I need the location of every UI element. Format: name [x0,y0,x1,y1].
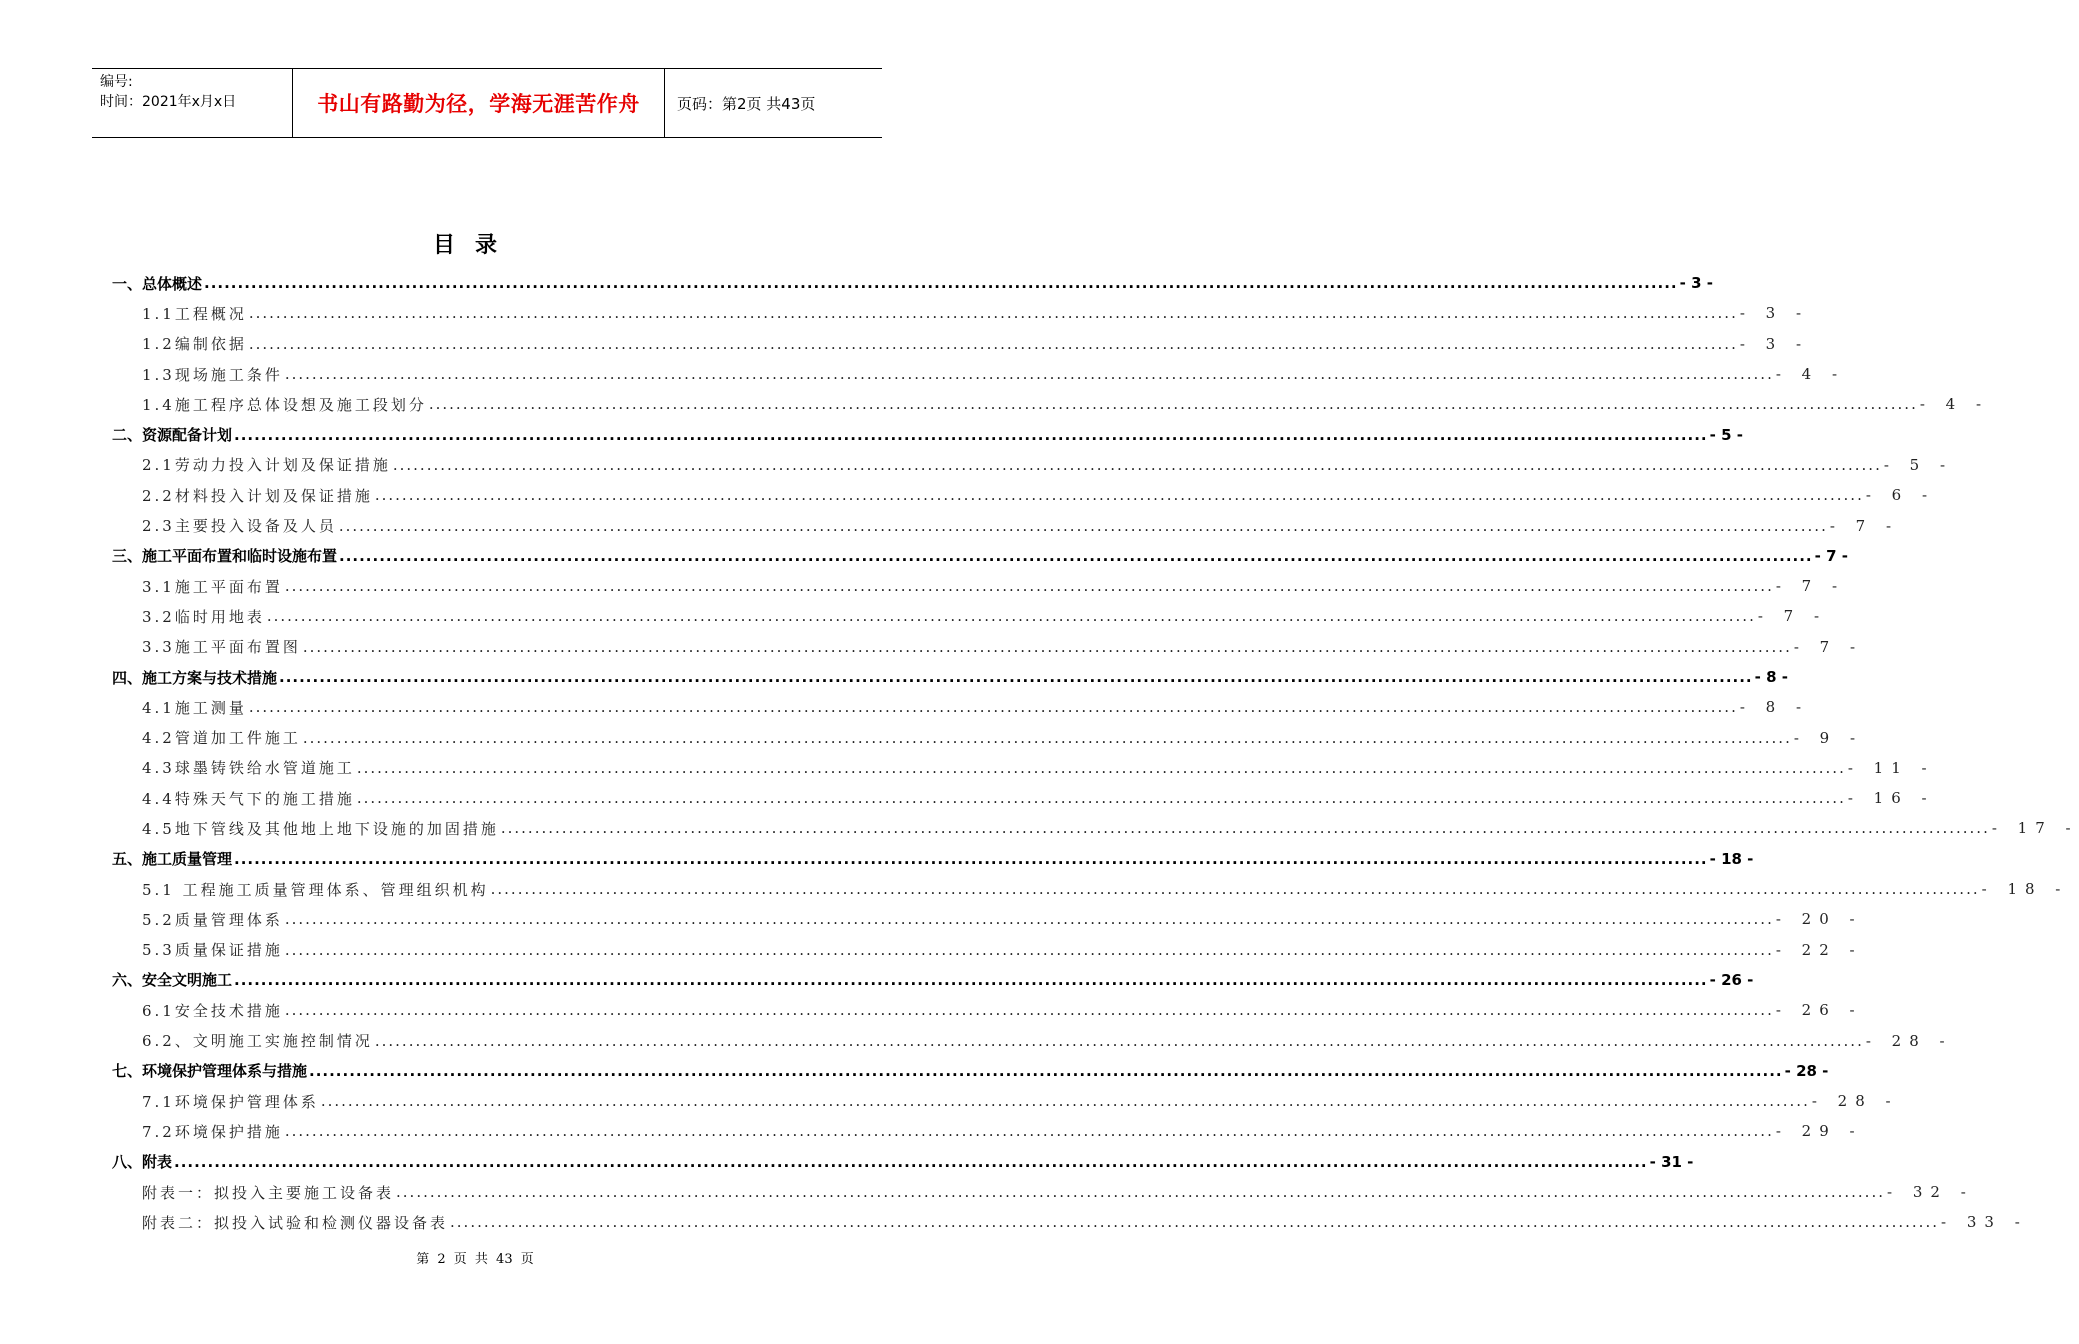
toc-dot-leader: ............................................................................................................................................................................................................................ [450,1213,1939,1232]
toc-dot-leader: ............................................................................................................................................................................................................................ [284,1001,1774,1020]
toc-section[interactable] [112,450,1954,480]
toc-chapter[interactable] [112,268,1713,298]
toc-page-number: - 22 - [1775,940,1863,959]
toc-dot-leader: ............................................................................................................................................................................................................................ [302,728,1792,747]
toc-entry-title: 4.1施工测量 [142,698,247,717]
toc-entry-title: 二、资源配备计划 [112,426,233,445]
toc-page-number: - 8 - [1754,668,1788,686]
toc-page-number: - 7 - [1775,577,1846,596]
toc-entry-title: 4.2管道加工件施工 [142,729,301,748]
toc-section[interactable] [112,480,1936,510]
toc-dot-leader: ............................................................................................................................................................................................................................ [284,365,1774,384]
toc-entry-title: 附表一：拟投入主要施工设备表 [142,1183,395,1202]
toc-dot-leader: ............................................................................................................................................................................................................................ [339,546,1813,565]
toc-entry-title: 7.1环境保护管理体系 [142,1092,319,1111]
toc-dot-leader: ............................................................................................................................................................................................................................ [279,668,1753,686]
toc-dot-leader: ............................................................................................................................................................................................................................ [374,1031,1864,1050]
toc-dot-leader: ............................................................................................................................................................................................................................ [174,1152,1648,1171]
toc-entry-title: 一、总体概述 [112,274,203,293]
page-header [92,68,882,138]
toc-page-number: - 6 - [1865,486,1936,505]
toc-page-number: - 26 - [1709,970,1754,989]
toc-dot-leader: ............................................................................................................................................................................................................................ [338,516,1828,535]
toc-dot-leader: ............................................................................................................................................................................................................................ [356,758,1846,777]
toc-section[interactable] [112,813,2079,843]
toc-section[interactable] [112,510,1900,540]
toc-entry-title: 1.1工程概况 [142,304,247,323]
toc-page-number: - 18 - [1981,880,2069,899]
toc-entry-title: 4.5地下管线及其他地上地下设施的加固措施 [142,819,499,838]
toc-entry-title: 4.4特殊天气下的施工措施 [142,789,355,808]
toc-dot-leader: ............................................................................................................................................................................................................................ [309,1061,1783,1080]
toc-page-number: - 31 - [1649,1152,1694,1171]
toc-entry-title: 5.3质量保证措施 [142,941,283,960]
toc-entry-title: 1.2编制依据 [142,335,247,354]
toc-page-number: - 11 - [1847,758,1935,777]
toc-chapter[interactable] [112,541,1848,571]
toc-page-number: - 3 - [1679,274,1713,293]
toc-page-number: - 9 - [1793,728,1864,747]
toc-entry-title: 附表二：拟投入试验和检测仪器设备表 [142,1213,449,1232]
toc-page-number: - 4 - [1775,365,1846,384]
time-label: 时间：2021年x月x日 [100,94,237,110]
toc-dot-leader: ............................................................................................................................................................................................................................ [284,910,1774,929]
toc-dot-leader: ............................................................................................................................................................................................................................ [490,880,1980,899]
toc-title: 目录 [432,232,517,258]
toc-dot-leader: ............................................................................................................................................................................................................................ [374,486,1864,505]
page-footer: 第 2 页 共 43 页 [416,1252,534,1267]
toc-dot-leader: ............................................................................................................................................................................................................................ [204,274,1678,293]
toc-dot-leader: ............................................................................................................................................................................................................................ [428,395,1918,414]
toc-page-number: - 20 - [1775,910,1863,929]
toc-entry-title: 1.4施工程序总体设想及施工段划分 [142,395,427,414]
toc-dot-leader: ............................................................................................................................................................................................................................ [234,425,1708,444]
toc-section[interactable] [112,359,1846,389]
toc-section[interactable] [112,753,1935,783]
toc-page-number: - 5 - [1709,425,1743,444]
toc-dot-leader: ............................................................................................................................................................................................................................ [248,334,1738,353]
toc-page-number: - 8 - [1739,698,1810,717]
toc-entry-title: 2.2材料投入计划及保证措施 [142,486,373,505]
toc-section[interactable] [112,1025,1953,1055]
toc-chapter[interactable] [112,662,1788,692]
toc-page-number: - 7 - [1793,637,1864,656]
toc-entry-title: 3.2临时用地表 [142,607,265,626]
toc-dot-leader: ............................................................................................................................................................................................................................ [248,304,1738,323]
toc-page-number: - 18 - [1709,849,1754,868]
toc-section[interactable] [112,389,1990,419]
toc-page-number: - 3 - [1739,334,1810,353]
toc-page-number: - 7 - [1814,546,1848,565]
toc-entry-title: 六、安全文明施工 [112,971,233,990]
toc-page-number: - 32 - [1887,1183,1974,1202]
toc-dot-leader: ............................................................................................................................................................................................................................ [500,819,1990,838]
toc-dot-leader: ............................................................................................................................................................................................................................ [266,607,1756,626]
toc-section[interactable] [112,874,2069,904]
toc-section[interactable] [112,904,1863,934]
toc-chapter[interactable] [112,844,1754,874]
toc-entry-title: 6.1安全技术措施 [142,1001,283,1020]
toc-dot-leader: ............................................................................................................................................................................................................................ [234,849,1708,868]
toc-section[interactable] [112,601,1828,631]
toc-entry-title: 3.1施工平面布置 [142,577,283,596]
toc-chapter[interactable] [112,1056,1829,1086]
toc-dot-leader: ............................................................................................................................................................................................................................ [284,1122,1774,1141]
serial-label: 编号: [100,74,133,90]
toc-chapter[interactable] [112,965,1754,995]
toc-page-number: - 28 - [1811,1092,1899,1111]
toc-entry-title: 5.1 工程施工质量管理体系、管理组织机构 [142,880,489,899]
toc-page-number: - 7 - [1829,516,1900,535]
toc-page-number: - 28 - [1865,1031,1953,1050]
toc-entry-title: 七、环境保护管理体系与措施 [112,1062,308,1081]
toc-chapter[interactable] [112,419,1743,449]
toc-section[interactable] [112,1086,1899,1116]
toc-section[interactable] [112,632,1864,662]
toc-section[interactable] [112,1177,1974,1207]
toc-section[interactable] [112,1116,1863,1146]
toc-dot-leader: ............................................................................................................................................................................................................................ [396,1183,1885,1202]
toc-dot-leader: ............................................................................................................................................................................................................................ [248,698,1738,717]
toc-section[interactable] [112,783,1935,813]
toc-dot-leader: ............................................................................................................................................................................................................................ [356,789,1846,808]
toc-entry-title: 1.3现场施工条件 [142,365,283,384]
header-motto: 书山有路勤为径，学海无涯苦作舟 [292,69,665,137]
toc-dot-leader: ............................................................................................................................................................................................................................ [284,577,1774,596]
toc-entry-title: 4.3球墨铸铁给水管道施工 [142,759,355,778]
toc-chapter[interactable] [112,1147,1694,1177]
toc-entry-title: 三、施工平面布置和临时设施布置 [112,547,338,566]
header-page-info: 页码：第2页 共43页 [677,94,816,113]
toc-section[interactable] [112,329,1810,359]
toc-section[interactable] [112,935,1863,965]
table-of-contents [112,268,2079,1238]
toc-section[interactable] [112,571,1846,601]
toc-page-number: - 3 - [1739,304,1810,323]
toc-section[interactable] [112,298,1810,328]
toc-entry-title: 四、施工方案与技术措施 [112,668,278,687]
toc-dot-leader: ............................................................................................................................................................................................................................ [284,940,1774,959]
toc-section[interactable] [112,995,1863,1025]
toc-section[interactable] [112,1207,2028,1237]
toc-dot-leader: ............................................................................................................................................................................................................................ [302,637,1792,656]
toc-entry-title: 5.2质量管理体系 [142,910,283,929]
toc-page-number: - 28 - [1784,1061,1829,1080]
toc-section[interactable] [112,692,1810,722]
toc-page-number: - 26 - [1775,1001,1863,1020]
toc-entry-title: 八、附表 [112,1153,173,1172]
toc-page-number: - 4 - [1919,395,1990,414]
toc-page-number: - 16 - [1847,789,1935,808]
toc-page-number: - 29 - [1775,1122,1863,1141]
toc-dot-leader: ............................................................................................................................................................................................................................ [320,1092,1810,1111]
header-meta [92,69,292,137]
toc-page-number: - 17 - [1991,819,2079,838]
toc-page-number: - 5 - [1883,455,1954,474]
toc-dot-leader: ............................................................................................................................................................................................................................ [392,455,1882,474]
toc-dot-leader: ............................................................................................................................................................................................................................ [234,970,1708,989]
toc-entry-title: 6.2、文明施工实施控制情况 [142,1032,373,1051]
toc-entry-title: 7.2环境保护措施 [142,1122,283,1141]
toc-page-number: - 7 - [1757,607,1828,626]
toc-entry-title: 五、施工质量管理 [112,850,233,869]
toc-entry-title: 2.3主要投入设备及人员 [142,517,337,536]
toc-entry-title: 2.1劳动力投入计划及保证措施 [142,456,391,475]
toc-page-number: - 33 - [1941,1213,2028,1232]
toc-section[interactable] [112,722,1864,752]
toc-entry-title: 3.3施工平面布置图 [142,638,301,657]
